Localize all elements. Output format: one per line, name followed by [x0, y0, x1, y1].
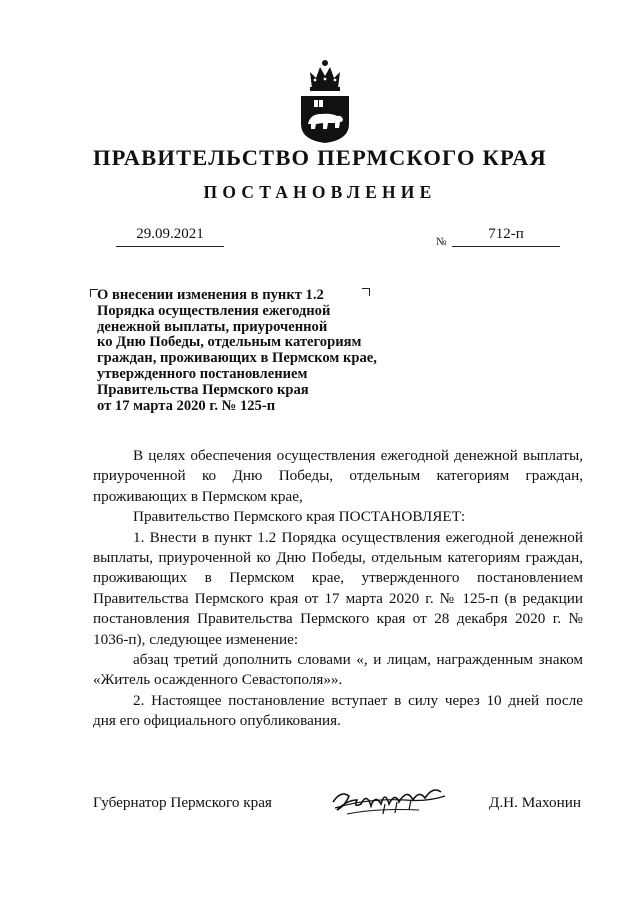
subject-line: денежной выплаты, приуроченной — [97, 318, 328, 335]
subject-line: утвержденного постановлением — [97, 365, 308, 382]
document-date: 29.09.2021 — [116, 226, 224, 247]
subject-line: от 17 марта 2020 г. № 125-п — [97, 397, 276, 414]
body-paragraph: В целях обеспечения осуществления ежегодной денежной выплаты, приуроченной ко Дню Победы, отдельным категориям граждан, проживающих в Пермском крае, — [93, 447, 583, 505]
number-sign: № — [436, 236, 447, 248]
organization-title: ПРАВИТЕЛЬСТВО ПЕРМСКОГО КРАЯ — [92, 145, 548, 170]
signature-icon — [327, 780, 449, 818]
coat-of-arms-icon — [299, 58, 351, 144]
signer-name: Д.Н. Махонин — [489, 794, 581, 811]
subject-line: Правительства Пермского края — [97, 381, 309, 398]
subject-line: граждан, проживающих в Пермском крае, — [97, 350, 377, 367]
body-paragraph: 2. Настоящее постановление вступает в силу через 10 дней после дня его официального опубликования. — [93, 691, 583, 730]
document-subject — [97, 288, 397, 414]
signer-title: Губернатор Пермского края — [93, 794, 272, 811]
subject-line: ко Дню Победы, отдельным категориям — [97, 334, 362, 351]
body-paragraph: абзац третий дополнить словами «, и лицам, награжденным знаком «Житель осажденного Севастополя»». — [93, 651, 583, 689]
body-paragraph: Правительство Пермского края ПОСТАНОВЛЯЕТ: — [133, 508, 466, 526]
document-number: 712-п — [452, 226, 560, 247]
document-type: ПОСТАНОВЛЕНИЕ — [203, 182, 437, 202]
subject-line: Порядка осуществления ежегодной — [97, 302, 331, 319]
body-paragraph: 1. Внести в пункт 1.2 Порядка осуществления ежегодной денежной выплаты, приуроченной ко Дню Победы, отдельным категориям граждан, проживающих в Пермском крае, утвержденного постановлением Правительства Пермского края от 17 марта 2020 г. № 125-п (в редакции постановления Правительства Пермского края от 28 декабря 2020 г. № 1036-п), следующее изменение: — [93, 528, 583, 648]
document-body — [93, 446, 583, 732]
subject-line: О внесении изменения в пункт 1.2 — [97, 287, 324, 303]
